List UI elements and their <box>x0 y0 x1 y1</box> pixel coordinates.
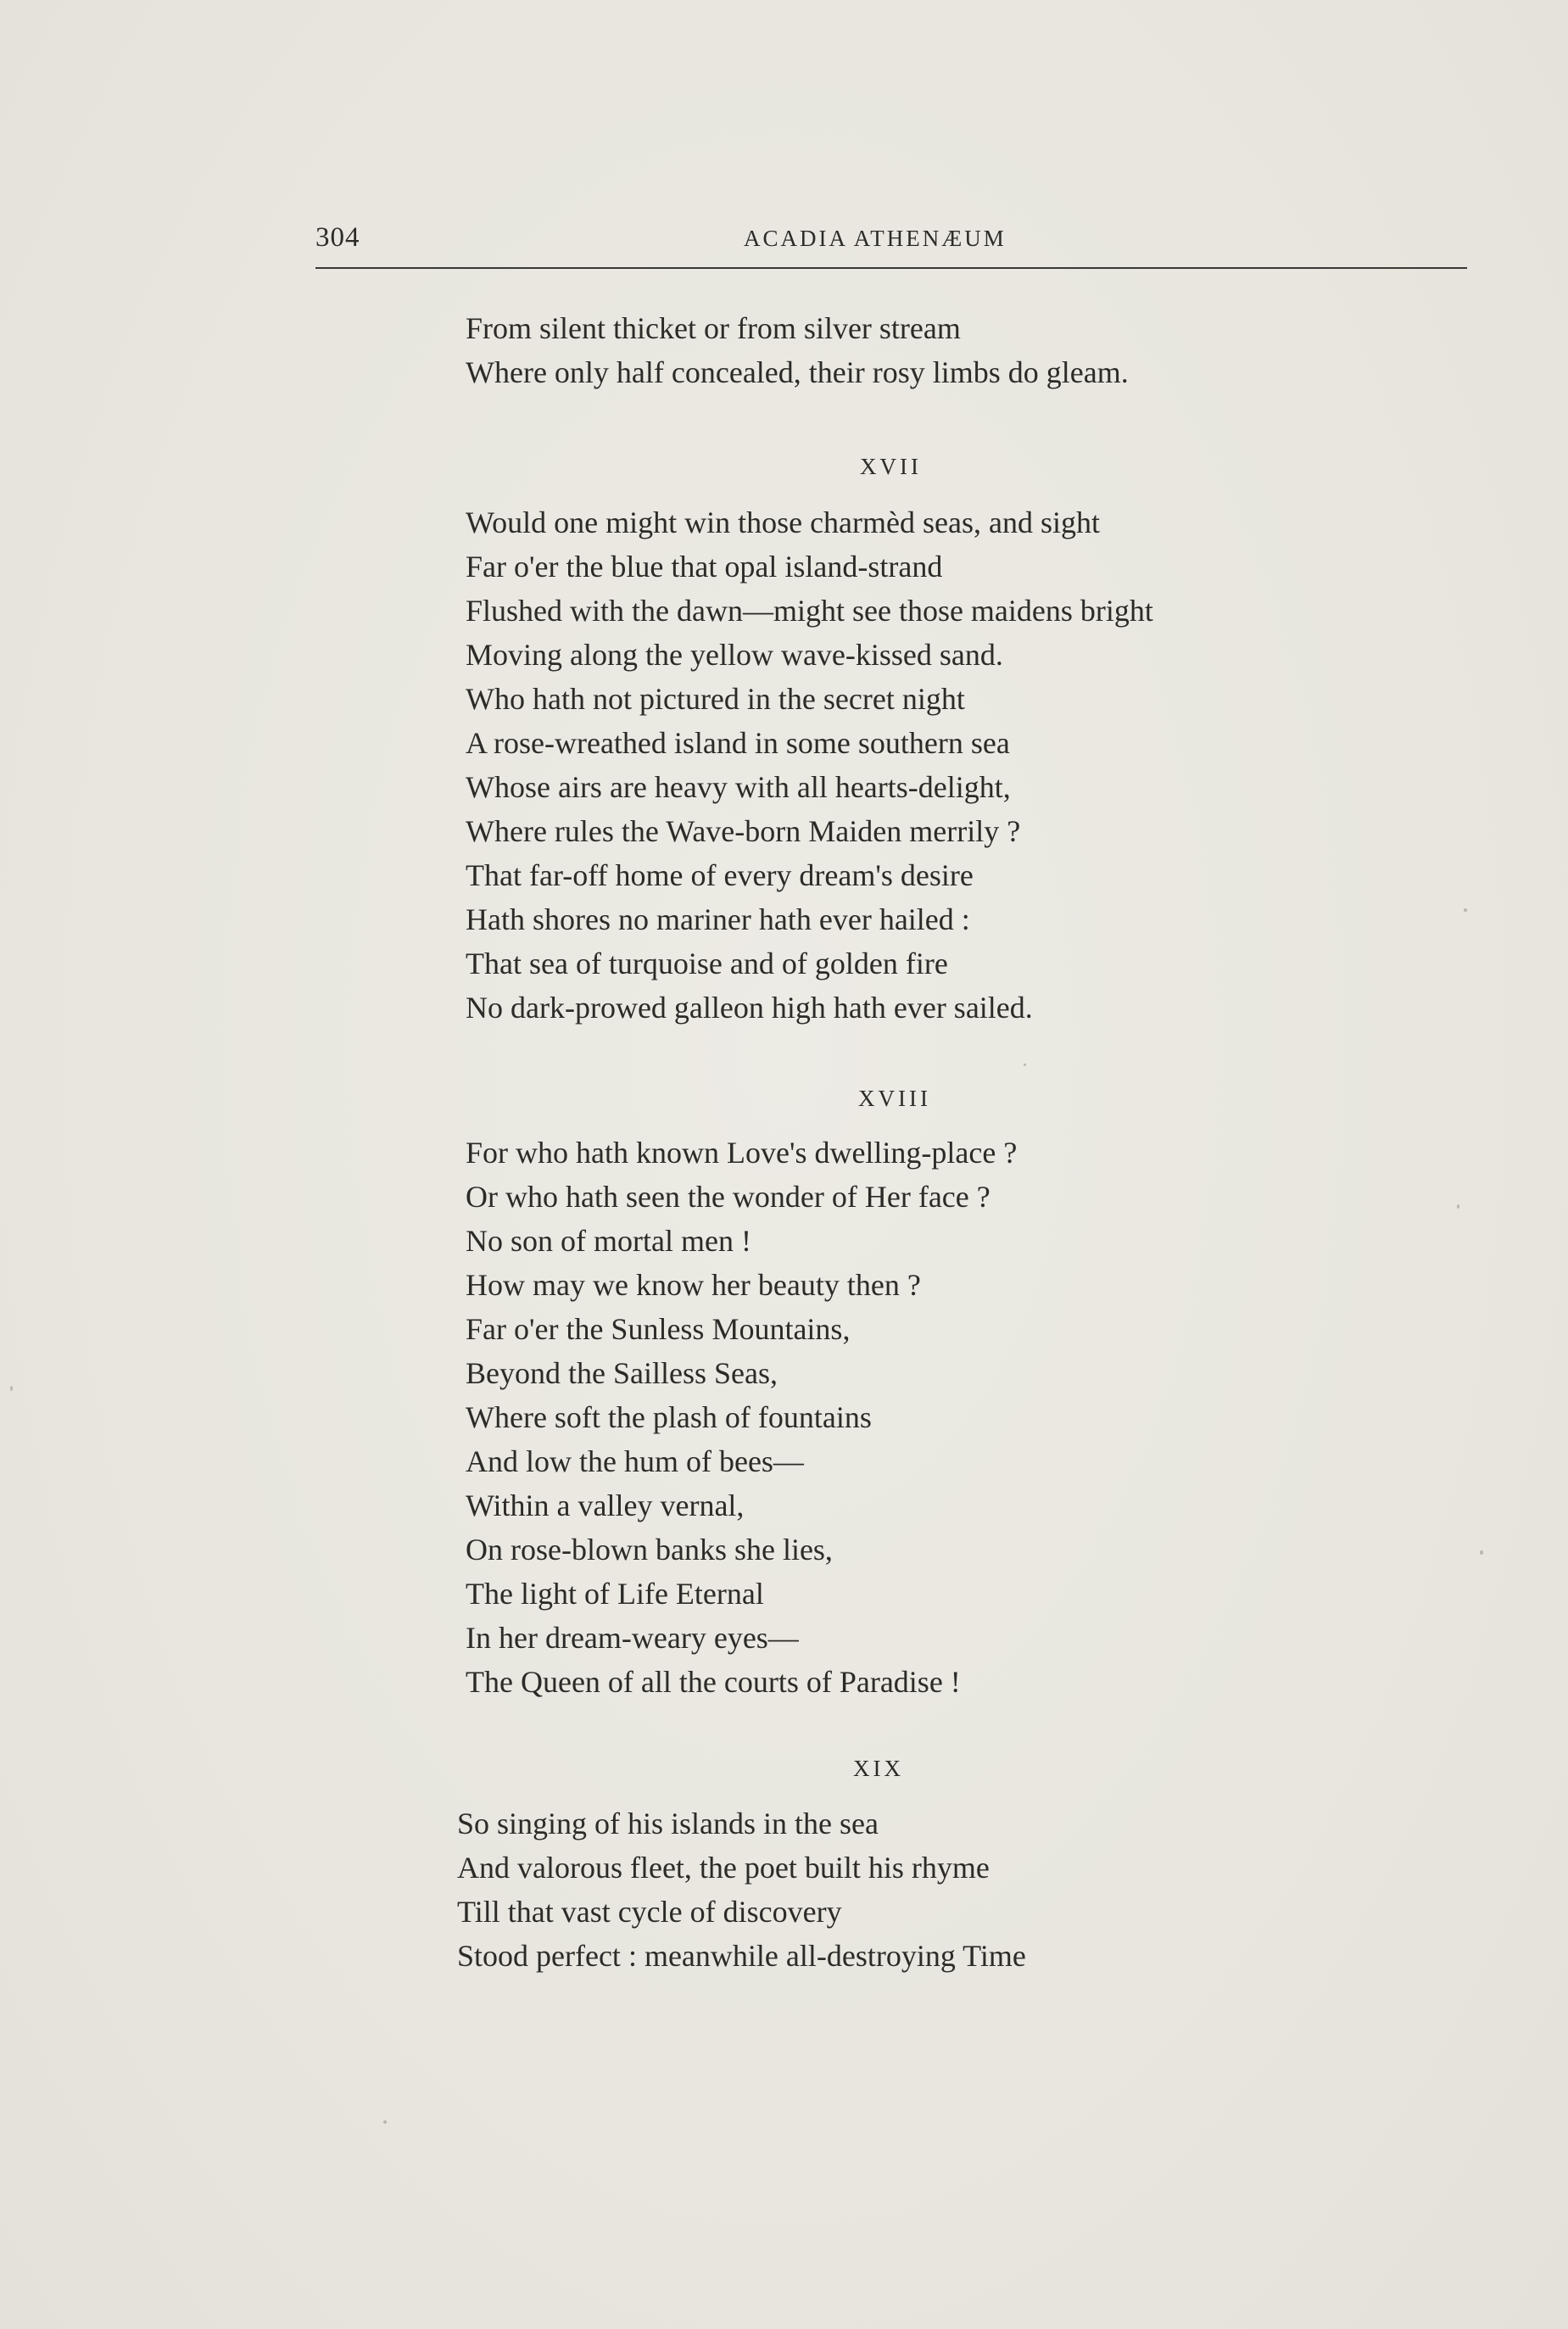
header-rule <box>315 267 1467 269</box>
poem-line: Far o'er the blue that opal island-strand <box>466 550 943 584</box>
poem-line: Moving along the yellow wave-kissed sand. <box>466 638 1003 672</box>
poem-line: Where only half concealed, their rosy limbs do gleam. <box>466 355 1129 389</box>
poem-line: Or who hath seen the wonder of Her face ? <box>466 1180 990 1214</box>
poem-line: Hath shores no mariner hath ever hailed : <box>466 902 970 936</box>
poem-line: That sea of turquoise and of golden fire <box>466 947 948 980</box>
paper-speck <box>1024 1064 1026 1066</box>
paper-speck <box>1457 1204 1459 1209</box>
poem-line: How may we know her beauty then ? <box>466 1268 921 1302</box>
section-numeral: XVIII <box>858 1086 931 1111</box>
poem-line: In her dream-weary eyes— <box>466 1621 799 1655</box>
poem-line: Where rules the Wave-born Maiden merrily ? <box>466 814 1021 848</box>
poem-line: No son of mortal men ! <box>466 1224 751 1258</box>
paper-speck <box>1480 1550 1483 1555</box>
poem-line: Till that vast cycle of discovery <box>457 1895 842 1929</box>
section-numeral: XIX <box>853 1756 904 1781</box>
poem-line: And valorous fleet, the poet built his rhyme <box>457 1851 990 1885</box>
poem-line: Far o'er the Sunless Mountains, <box>466 1312 851 1346</box>
poem-line: Where soft the plash of fountains <box>466 1400 872 1434</box>
poem-line: Who hath not pictured in the secret night <box>466 682 965 716</box>
section-numeral: XVII <box>860 454 922 479</box>
page-number: 304 <box>315 222 360 253</box>
poem-line: Would one might win those charmèd seas, and sight <box>466 505 1100 539</box>
poem-line: Whose airs are heavy with all hearts-delight, <box>466 770 1011 804</box>
poem-line: The Queen of all the courts of Paradise ! <box>466 1665 961 1699</box>
journal-title: ACADIA ATHENÆUM <box>744 226 1007 251</box>
poem-line: A rose-wreathed island in some southern sea <box>466 726 1010 760</box>
paper-speck <box>1464 908 1467 912</box>
poem-line: For who hath known Love's dwelling-place ? <box>466 1136 1018 1170</box>
poem-line: Flushed with the dawn—might see those maidens bright <box>466 594 1153 628</box>
paper-speck <box>10 1386 13 1391</box>
poem-line: No dark-prowed galleon high hath ever sailed. <box>466 991 1033 1025</box>
running-head <box>315 222 1467 265</box>
poem-line: Within a valley vernal, <box>466 1488 745 1522</box>
poem-line: From silent thicket or from silver stream <box>466 311 961 345</box>
poem-line: On rose-blown banks she lies, <box>466 1533 833 1567</box>
paper-speck <box>383 2120 387 2124</box>
poem-line: Stood perfect : meanwhile all-destroying Time <box>457 1939 1026 1973</box>
poem-line: That far-off home of every dream's desire <box>466 858 974 892</box>
poem-line: The light of Life Eternal <box>466 1577 764 1611</box>
poem-line: And low the hum of bees— <box>466 1444 804 1478</box>
poem-line: So singing of his islands in the sea <box>457 1807 879 1840</box>
poem-line: Beyond the Sailless Seas, <box>466 1356 778 1390</box>
